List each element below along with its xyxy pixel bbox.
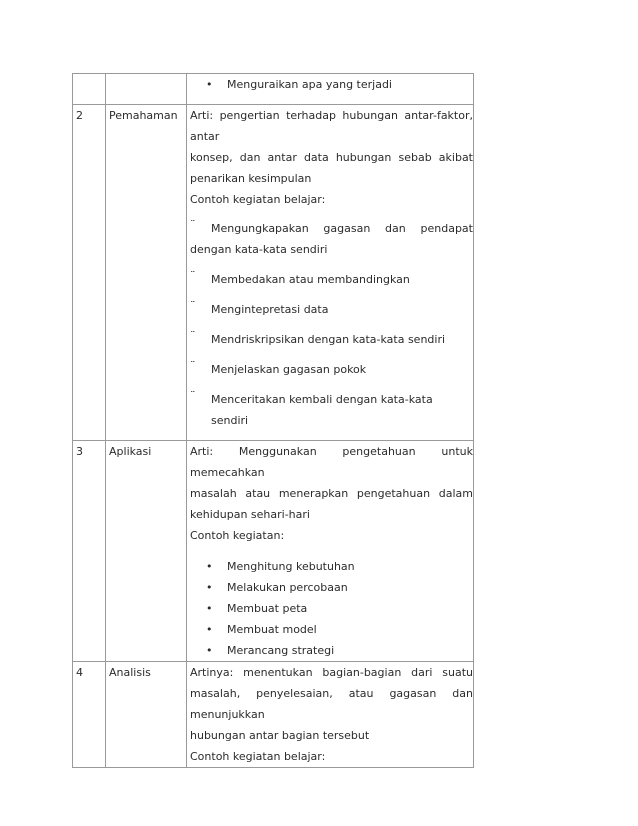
bullet-list: [190, 74, 473, 95]
row-number: 2: [73, 105, 106, 441]
list-item: ¨ Menjelaskan gagasan pokok: [190, 359, 473, 380]
list-item: • Membuat model: [190, 619, 473, 640]
list-item: ¨ Mendriskripsikan dengan kata-kata sendiri: [190, 329, 473, 350]
row-number: 3: [73, 441, 106, 662]
list-item: ¨ Mengungkapakan gagasan dan pendapat dengan kata-kata sendiri: [190, 218, 473, 260]
table-row: [73, 74, 474, 105]
row-category: Analisis: [106, 662, 187, 768]
examples-heading: Contoh kegiatan:: [190, 529, 285, 542]
bullet-list: [190, 556, 473, 661]
taxonomy-table: [72, 73, 474, 768]
table-row: [73, 105, 474, 441]
examples-heading: Contoh kegiatan belajar:: [190, 193, 326, 206]
row-description: [187, 74, 474, 105]
definition-line: Arti: pengertian terhadap hubungan antar-faktor, antar: [190, 109, 473, 143]
definition-line: penarikan kesimpulan: [190, 172, 312, 185]
definition-line: kehidupan sehari-hari: [190, 508, 310, 521]
definition-line: Artinya: menentukan bagian-bagian dari suatu: [190, 666, 473, 679]
list-item: • Melakukan percobaan: [190, 577, 473, 598]
list-item: ¨ Membedakan atau membandingkan: [190, 269, 473, 290]
row-category: [106, 74, 187, 105]
row-category: Pemahaman: [106, 105, 187, 441]
definition-line: masalah, penyelesaian, atau gagasan dan menunjukkan: [190, 687, 473, 721]
row-category: Aplikasi: [106, 441, 187, 662]
list-item: • Menguraikan apa yang terjadi: [190, 74, 473, 95]
definition-line: konsep, dan antar data hubungan sebab akibat: [190, 151, 473, 164]
definition-line: masalah atau menerapkan pengetahuan dalam: [190, 487, 473, 500]
row-description: [187, 441, 474, 662]
table-row: [73, 662, 474, 768]
list-item: • Membuat peta: [190, 598, 473, 619]
examples-heading: Contoh kegiatan belajar:: [190, 750, 326, 763]
table-row: [73, 441, 474, 662]
list-item: • Merancang strategi: [190, 640, 473, 661]
row-description: [187, 662, 474, 768]
diaeresis-list: [190, 218, 473, 431]
row-number: 4: [73, 662, 106, 768]
row-number: [73, 74, 106, 105]
list-item: • Menghitung kebutuhan: [190, 556, 473, 577]
definition-line: Arti: Menggunakan pengetahuan untuk memecahkan: [190, 445, 473, 479]
definition-line: hubungan antar bagian tersebut: [190, 729, 370, 742]
list-item: ¨ Menceritakan kembali dengan kata-kata sendiri: [190, 389, 473, 431]
list-item: ¨ Mengintepretasi data: [190, 299, 473, 320]
row-description: [187, 105, 474, 441]
